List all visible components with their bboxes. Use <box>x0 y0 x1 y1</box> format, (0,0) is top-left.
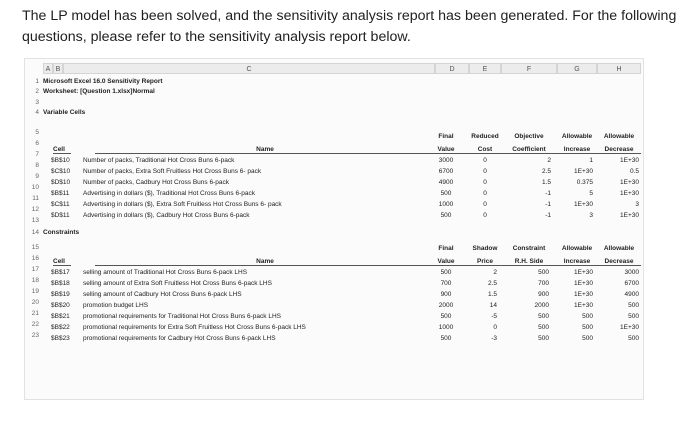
row-number: 13 <box>31 217 39 224</box>
vh-decrease: Decrease <box>597 146 641 154</box>
var-inc: 1E+30 <box>574 168 593 175</box>
row-number: 5 <box>35 129 39 136</box>
ch-allowable-dec: Allowable <box>603 245 635 252</box>
vh-increase: Increase <box>557 146 597 154</box>
con-name: promotion budget LHS <box>83 302 149 309</box>
var-cost: 0 <box>483 212 487 219</box>
var-name: Number of packs, Extra Soft Fruitless Hot Cross Buns 6- pack <box>83 168 262 175</box>
ch-allowable-inc: Allowable <box>561 245 593 252</box>
ch-rhs: R.H. Side <box>501 258 557 266</box>
row-number: 17 <box>31 266 39 273</box>
row-number: 6 <box>35 140 39 147</box>
row-number: 19 <box>31 288 39 295</box>
con-rhs: 500 <box>538 335 549 342</box>
con-price: 2.5 <box>487 280 497 287</box>
row-number: 2 <box>35 88 39 95</box>
var-cell: $B$10 <box>51 157 70 164</box>
con-rhs: 500 <box>538 313 549 320</box>
con-cell: $B$23 <box>51 335 70 342</box>
var-name: Number of packs, Cadbury Hot Cross Buns 6-pack <box>83 179 229 186</box>
report-worksheet: Worksheet: [Question 1.xlsx]Normal <box>43 88 155 95</box>
var-value: 6700 <box>438 168 454 175</box>
variable-cells-label: Variable Cells <box>43 109 86 116</box>
con-dec: 4900 <box>624 291 639 298</box>
con-cell: $B$20 <box>51 302 70 309</box>
column-header-b: B <box>53 63 63 74</box>
row-number: 15 <box>31 244 39 251</box>
con-cell: $B$17 <box>51 269 70 276</box>
ch-final: Final <box>438 245 454 252</box>
row-number: 3 <box>35 99 39 106</box>
vh-allowable-inc: Allowable <box>561 133 593 140</box>
var-cell: $B$11 <box>51 190 70 197</box>
con-price: 14 <box>489 302 497 309</box>
ch-cell: Cell <box>53 258 71 266</box>
var-inc: 1 <box>589 157 593 164</box>
vh-reduced: Reduced <box>471 133 499 140</box>
var-value: 500 <box>440 190 452 197</box>
row-number: 14 <box>31 229 39 236</box>
con-value: 500 <box>440 269 452 276</box>
var-inc: 5 <box>589 190 593 197</box>
var-inc: 3 <box>589 212 593 219</box>
var-dec: 1E+30 <box>620 190 639 197</box>
con-cell: $B$21 <box>51 313 70 320</box>
con-inc: 1E+30 <box>574 302 593 309</box>
row-number: 11 <box>32 195 39 202</box>
var-dec: 1E+30 <box>620 212 639 219</box>
con-value: 500 <box>440 335 452 342</box>
var-inc: 0.375 <box>576 179 593 186</box>
row-number: 16 <box>31 255 39 262</box>
var-cost: 0 <box>483 201 487 208</box>
var-dec: 0.5 <box>629 168 639 175</box>
var-coef: -1 <box>545 190 551 197</box>
con-name: promotional requirements for Cadbury Hot Cross Buns 6-pack LHS <box>83 335 276 342</box>
vh-cell: Cell <box>53 146 71 154</box>
con-name: selling amount of Cadbury Hot Cross Buns 6-pack LHS <box>83 291 242 298</box>
column-header-g: G <box>557 63 597 74</box>
con-name: selling amount of Extra Soft Fruitless Hot Cross Buns 6-pack LHS <box>83 280 272 287</box>
row-number: 1 <box>35 78 39 85</box>
con-price: 2 <box>493 269 497 276</box>
con-price: 1.5 <box>487 291 497 298</box>
con-dec: 1E+30 <box>620 324 639 331</box>
con-inc: 1E+30 <box>574 280 593 287</box>
con-dec: 6700 <box>624 280 639 287</box>
vh-allowable-dec: Allowable <box>603 133 635 140</box>
var-dec: 1E+30 <box>620 179 639 186</box>
row-number: 23 <box>31 332 39 339</box>
constraints-label: Constraints <box>43 229 80 236</box>
row-number: 4 <box>35 109 39 116</box>
var-value: 4900 <box>438 179 454 186</box>
con-name: promotional requirements for Extra Soft Fruitless Hot Cross Buns 6-pack LHS <box>83 324 306 331</box>
report-title: Microsoft Excel 16.0 Sensitivity Report <box>43 78 163 85</box>
var-cell: $C$11 <box>51 201 70 208</box>
column-header-a: A <box>43 63 53 74</box>
con-inc: 500 <box>582 313 593 320</box>
con-value: 700 <box>440 280 452 287</box>
var-cell: $D$10 <box>51 179 71 186</box>
con-dec: 3000 <box>624 269 639 276</box>
con-inc: 1E+30 <box>574 291 593 298</box>
var-name: Advertising in dollars ($), Extra Soft Fruitless Hot Cross Buns 6- pack <box>83 201 282 208</box>
con-name: selling amount of Traditional Hot Cross Buns 6-pack LHS <box>83 269 248 276</box>
var-cost: 0 <box>483 190 487 197</box>
row-number: 20 <box>31 299 39 306</box>
var-coef: 1.5 <box>541 179 551 186</box>
vh-objective: Objective <box>514 133 544 140</box>
con-rhs: 500 <box>538 269 549 276</box>
con-price: -5 <box>491 313 497 320</box>
row-number: 12 <box>31 206 39 213</box>
var-cost: 0 <box>483 157 487 164</box>
con-cell: $B$19 <box>51 291 70 298</box>
con-rhs: 900 <box>538 291 549 298</box>
row-number: 22 <box>31 321 39 328</box>
vh-value: Value <box>423 146 469 154</box>
var-dec: 3 <box>635 201 639 208</box>
vh-name: Name <box>95 146 435 154</box>
con-price: -3 <box>491 335 497 342</box>
spreadsheet-screenshot <box>24 58 644 400</box>
row-number: 8 <box>35 162 39 169</box>
var-name: Advertising in dollars ($), Traditional Hot Cross Buns 6-pack <box>83 190 255 197</box>
con-value: 2000 <box>438 302 454 309</box>
con-inc: 500 <box>582 335 593 342</box>
var-value: 500 <box>440 212 452 219</box>
con-value: 1000 <box>438 324 454 331</box>
var-coef: -1 <box>545 212 551 219</box>
con-dec: 500 <box>628 302 639 309</box>
vh-final: Final <box>438 133 454 140</box>
row-number: 9 <box>35 173 39 180</box>
row-number: 18 <box>31 277 39 284</box>
var-coef: 2 <box>547 157 551 164</box>
con-dec: 500 <box>628 313 639 320</box>
question-text: The LP model has been solved, and the sensitivity analysis report has been generated. For the following questions, please refer to the sensitivity analysis report below. <box>22 8 677 45</box>
row-number: 10 <box>31 184 39 191</box>
var-name: Advertising in dollars ($), Cadbury Hot Cross Buns 6-pack <box>83 212 250 219</box>
con-cell: $B$22 <box>51 324 70 331</box>
con-dec: 500 <box>628 335 639 342</box>
ch-shadow: Shadow <box>472 245 498 252</box>
column-header-f: F <box>501 63 557 74</box>
var-value: 3000 <box>438 157 454 164</box>
con-rhs: 2000 <box>534 302 549 309</box>
con-rhs: 700 <box>538 280 549 287</box>
column-header-h: H <box>597 63 641 74</box>
con-inc: 500 <box>582 324 593 331</box>
ch-name: Name <box>95 258 435 266</box>
var-inc: 1E+30 <box>574 201 593 208</box>
ch-value: Value <box>423 258 469 266</box>
vh-cost: Cost <box>469 146 501 154</box>
var-name: Number of packs, Traditional Hot Cross Buns 6-pack <box>83 157 235 164</box>
con-value: 500 <box>440 313 452 320</box>
var-cost: 0 <box>483 179 487 186</box>
ch-increase: Increase <box>557 258 597 266</box>
var-coef: 2.5 <box>541 168 551 175</box>
var-value: 1000 <box>438 201 454 208</box>
con-name: promotional requirements for Traditional Hot Cross Buns 6-pack LHS <box>83 313 281 320</box>
con-price: 0 <box>493 324 497 331</box>
var-dec: 1E+30 <box>620 157 639 164</box>
vh-coefficient: Coefficient <box>501 146 557 154</box>
column-header-c: C <box>63 63 435 74</box>
con-inc: 1E+30 <box>574 269 593 276</box>
con-cell: $B$18 <box>51 280 70 287</box>
var-cell: $D$11 <box>51 212 70 219</box>
con-value: 900 <box>440 291 452 298</box>
var-cost: 0 <box>483 168 487 175</box>
column-header-d: D <box>435 63 469 74</box>
ch-price: Price <box>469 258 501 266</box>
var-coef: -1 <box>545 201 551 208</box>
row-number: 7 <box>35 151 39 158</box>
ch-decrease: Decrease <box>597 258 641 266</box>
con-rhs: 500 <box>538 324 549 331</box>
ch-constraint: Constraint <box>512 245 546 252</box>
row-number: 21 <box>31 310 39 317</box>
column-header-e: E <box>469 63 501 74</box>
var-cell: $C$10 <box>51 168 71 175</box>
